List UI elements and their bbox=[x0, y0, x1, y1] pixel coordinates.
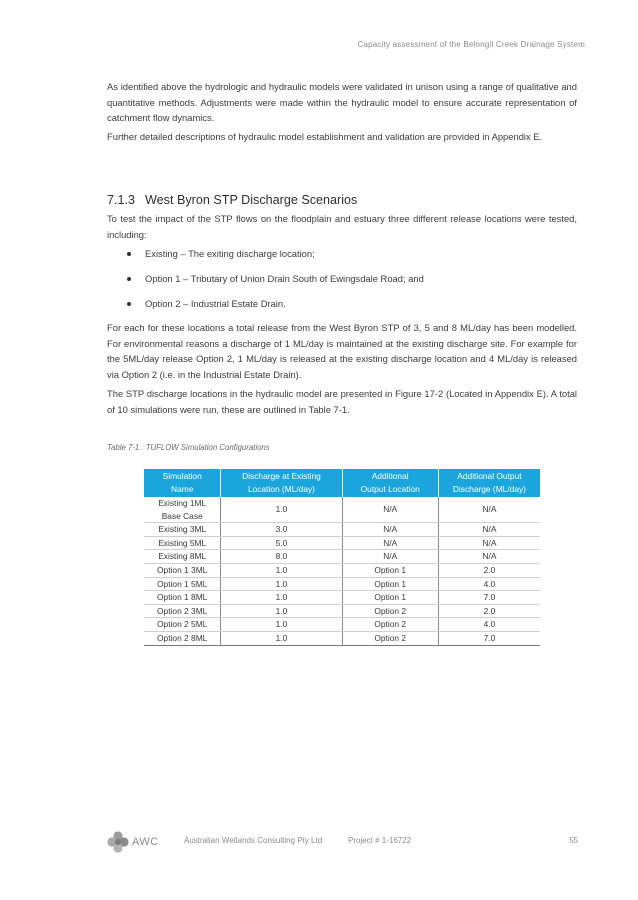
bullet-icon bbox=[127, 302, 131, 306]
cell-name: Option 1 8ML bbox=[144, 591, 221, 605]
cell-discharge: N/A bbox=[438, 523, 540, 537]
cell-location: N/A bbox=[342, 497, 438, 523]
table-row bbox=[144, 550, 540, 564]
table-row bbox=[144, 497, 540, 523]
header-simulation-name: Simulation Name bbox=[144, 469, 221, 497]
cell-existing: 1.0 bbox=[221, 577, 342, 591]
header-additional-location: Additional Output Location bbox=[342, 469, 438, 497]
table-row bbox=[144, 563, 540, 577]
cell-existing: 1.0 bbox=[221, 497, 342, 523]
table-row bbox=[144, 618, 540, 632]
footer-project-number: Project # 1-16722 bbox=[348, 836, 412, 845]
list-item: Existing – The exiting discharge location; bbox=[107, 246, 577, 271]
awc-logo bbox=[107, 831, 159, 853]
cell-discharge: 2.0 bbox=[438, 563, 540, 577]
cell-name: Option 2 3ML bbox=[144, 604, 221, 618]
table-row bbox=[144, 631, 540, 645]
cell-existing: 8.0 bbox=[221, 550, 342, 564]
cell-location: Option 1 bbox=[342, 563, 438, 577]
table-row bbox=[144, 591, 540, 605]
table-header-row bbox=[144, 469, 540, 497]
header-additional-discharge: Additional Output Discharge (ML/day) bbox=[438, 469, 540, 497]
footer-company: Australian Wetlands Consulting Pty Ltd bbox=[184, 836, 323, 845]
awc-logo-icon bbox=[107, 831, 129, 853]
cell-existing: 1.0 bbox=[221, 631, 342, 645]
paragraph-validation: As identified above the hydrologic and hydraulic models were validated in unison using a range of qualitative and quantitative methods. Adjustments were made within the hydraulic model to ensure accurate representation of catchment flow dynamics. bbox=[107, 81, 577, 123]
cell-existing: 1.0 bbox=[221, 591, 342, 605]
cell-name: Existing 1ML Base Case bbox=[144, 497, 221, 523]
paragraph-release-volumes: For each for these locations a total release from the West Byron STP of 3, 5 and 8 ML/day has been modelled. For environmental reasons a discharge of 1 ML/day is maintained at the existing discharge site. For example for the 5ML/day release Option 2, 1 ML/day is released at the existing discharge location and 4 ML/day is released via Option 2 (i.e. in the Industrial Estate Drain). bbox=[107, 322, 577, 380]
cell-name: Option 1 5ML bbox=[144, 577, 221, 591]
cell-existing: 1.0 bbox=[221, 563, 342, 577]
cell-discharge: N/A bbox=[438, 497, 540, 523]
cell-discharge: N/A bbox=[438, 536, 540, 550]
cell-discharge: 2.0 bbox=[438, 604, 540, 618]
running-header: Capacity assessment of the Belongil Creek Drainage System bbox=[357, 40, 585, 49]
section-number: 7.1.3 bbox=[107, 193, 136, 207]
paragraph-simulations: The STP discharge locations in the hydraulic model are presented in Figure 17-2 (Located in Appendix E). A total of 10 simulations were run, these are outlined in Table 7-1. bbox=[107, 388, 577, 415]
paragraph-appendix-reference: Further detailed descriptions of hydraulic model establishment and validation are provided in Appendix E. bbox=[107, 131, 543, 142]
cell-location: N/A bbox=[342, 536, 438, 550]
header-discharge-existing: Discharge at Existing Location (ML/day) bbox=[221, 469, 342, 497]
table-row bbox=[144, 523, 540, 537]
cell-discharge: 7.0 bbox=[438, 631, 540, 645]
cell-name: Existing 3ML bbox=[144, 523, 221, 537]
cell-name: Existing 8ML bbox=[144, 550, 221, 564]
cell-name: Option 1 3ML bbox=[144, 563, 221, 577]
bullet-icon bbox=[127, 252, 131, 256]
cell-existing: 3.0 bbox=[221, 523, 342, 537]
table-caption: Table 7-1 : TUFLOW Simulation Configurations bbox=[107, 443, 270, 452]
cell-existing: 5.0 bbox=[221, 536, 342, 550]
cell-location: Option 2 bbox=[342, 631, 438, 645]
cell-name: Option 2 8ML bbox=[144, 631, 221, 645]
list-item: Option 2 – Industrial Estate Drain. bbox=[107, 296, 577, 321]
table-row bbox=[144, 604, 540, 618]
cell-discharge: N/A bbox=[438, 550, 540, 564]
simulation-config-table bbox=[144, 469, 540, 646]
table-row bbox=[144, 577, 540, 591]
section-heading bbox=[107, 193, 357, 207]
cell-location: Option 2 bbox=[342, 618, 438, 632]
cell-location: N/A bbox=[342, 550, 438, 564]
cell-existing: 1.0 bbox=[221, 604, 342, 618]
cell-location: Option 1 bbox=[342, 577, 438, 591]
section-title: West Byron STP Discharge Scenarios bbox=[145, 193, 358, 207]
paragraph-intro-locations: To test the impact of the STP flows on the floodplain and estuary three different release locations were tested, including: bbox=[107, 213, 577, 240]
page-number: 55 bbox=[569, 836, 578, 845]
cell-location: N/A bbox=[342, 523, 438, 537]
cell-discharge: 4.0 bbox=[438, 618, 540, 632]
list-item: Option 1 – Tributary of Union Drain South of Ewingsdale Road; and bbox=[107, 271, 577, 296]
bullet-icon bbox=[127, 277, 131, 281]
release-locations-list bbox=[107, 246, 577, 321]
cell-location: Option 1 bbox=[342, 591, 438, 605]
cell-name: Option 2 5ML bbox=[144, 618, 221, 632]
cell-discharge: 7.0 bbox=[438, 591, 540, 605]
cell-location: Option 2 bbox=[342, 604, 438, 618]
cell-existing: 1.0 bbox=[221, 618, 342, 632]
cell-discharge: 4.0 bbox=[438, 577, 540, 591]
table-row bbox=[144, 536, 540, 550]
cell-name: Existing 5ML bbox=[144, 536, 221, 550]
logo-text: AWC bbox=[132, 836, 159, 848]
